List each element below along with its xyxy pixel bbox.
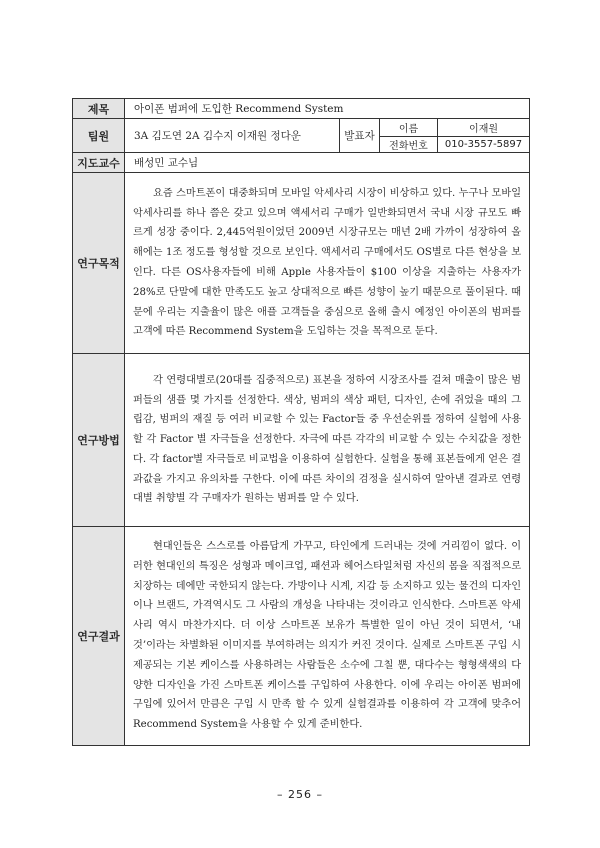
purpose-cell xyxy=(125,173,530,354)
title-row xyxy=(73,99,530,119)
purpose-row xyxy=(73,173,530,354)
method-label: 연구방법 xyxy=(73,354,125,527)
presenter-label: 발표자 xyxy=(340,119,380,153)
advisor-value: 배성민 교수님 xyxy=(125,153,530,173)
method-row xyxy=(73,354,530,527)
result-text: 현대인들은 스스로를 아름답게 가꾸고, 타인에게 드러내는 것에 거리낌이 없다. 이러한 현대인의 특징은 성형과 메이크업, 패션과 헤어스타일처럼 자신의 몸을 직접적으로 치장하는 데에만 국한되지 않는다. 가방이나 시계, 지갑 등 소지하고 있는 물건의 디자인이나 브랜드, 가격역시도 그 사람의 개성을 나타내는 것이라고 인식한다. 스마트폰 악세사리 역시 마찬가지다. 더 이상 스마트폰 보유가 특별한 일이 아닌 것이 되면서, ‘내 것’이라는 차별화된 이미지를 부여하려는 의지가 커진 것이다. 실제로 스마트폰 구입 시 제공되는 기본 케이스를 사용하려는 사람들은 소수에 그칠 뿐, 대다수는 형형색색의 다양한 디자인을 가진 스마트폰 케이스를 구입하여 사용한다. 이에 우리는 아이폰 범퍼에 구입에 있어서 만큼은 구입 시 만족 할 수 있게 실험결과를 이용하여 각 고객에 맞추어 Recommend System을 사용할 수 있게 준비한다. xyxy=(133,541,522,731)
page-number: – 256 – xyxy=(277,788,323,801)
name-value: 이재원 xyxy=(438,119,530,137)
method-text: 각 연령대별로(20대를 집중적으로) 표본을 정하여 시장조사를 걸쳐 매출이 많은 범퍼들의 샘플 몇 가지를 선정한다. 색상, 범퍼의 색상 패턴, 디자인, 손에 쥐었을 때의 그립감, 범퍼의 재질 등 여러 비교할 수 있는 Factor들 중 우선순위를 정하여 실험에 사용 할 각 Factor 별 자극들을 선정한다. 자극에 따른 각각의 비교할 수 있는 수치값을 정한다. 각 factor별 자극들로 비교법을 이용하여 실험한다. 실험을 통해 표본들에게 얻은 결과값을 가지고 유의차를 구한다. 이에 따른 차이의 검정을 실시하여 알아낸 결과로 연령대별 취향별 각 구매자가 원하는 범퍼를 알 수 있다. xyxy=(133,374,522,505)
result-cell xyxy=(125,527,530,746)
team-label: 팀원 xyxy=(73,119,125,153)
method-cell xyxy=(125,354,530,527)
title-label: 제목 xyxy=(73,99,125,119)
title-value: 아이폰 범퍼에 도입한 Recommend System xyxy=(125,99,530,119)
result-row xyxy=(73,527,530,746)
advisor-label: 지도교수 xyxy=(73,153,125,173)
purpose-label: 연구목적 xyxy=(73,173,125,354)
team-row xyxy=(73,119,530,137)
report-form xyxy=(72,98,529,746)
phone-label: 전화번호 xyxy=(380,137,438,153)
purpose-text: 요즘 스마트폰이 대중화되며 모바일 악세사리 시장이 비상하고 있다. 누구나 모바일 악세사리를 하나 쯤은 갖고 있으며 액세서리 구매가 일반화되면서 국내 시장 규모도 빠르게 성장 중이다. 2,445억원이었던 2009년 시장규모는 매년 2배 가까이 성장하여 올해에는 1조 정도를 형성할 것으로 보인다. 액세서리 구매에서도 OS별로 다른 현상을 보인다. 다른 OS사용자들에 비해 Apple 사용자들이 $100 이상을 지출하는 사용자가 28%로 단말에 대한 만족도도 높고 상대적으로 빠른 성향이 높기 때문으로 풀이된다. 때문에 우리는 지출율이 많은 애플 고객들을 중심으로 올해 출시 예정인 아이폰의 범퍼를 고객에 따른 Recommend System을 도입하는 것을 목적으로 둔다. xyxy=(133,187,522,338)
team-value: 3A 김도연 2A 김수지 이재원 정다운 xyxy=(125,119,340,153)
advisor-row xyxy=(73,153,530,173)
name-label: 이름 xyxy=(380,119,438,137)
result-label: 연구결과 xyxy=(73,527,125,746)
report-table xyxy=(72,98,530,746)
phone-value: 010-3557-5897 xyxy=(438,137,530,153)
